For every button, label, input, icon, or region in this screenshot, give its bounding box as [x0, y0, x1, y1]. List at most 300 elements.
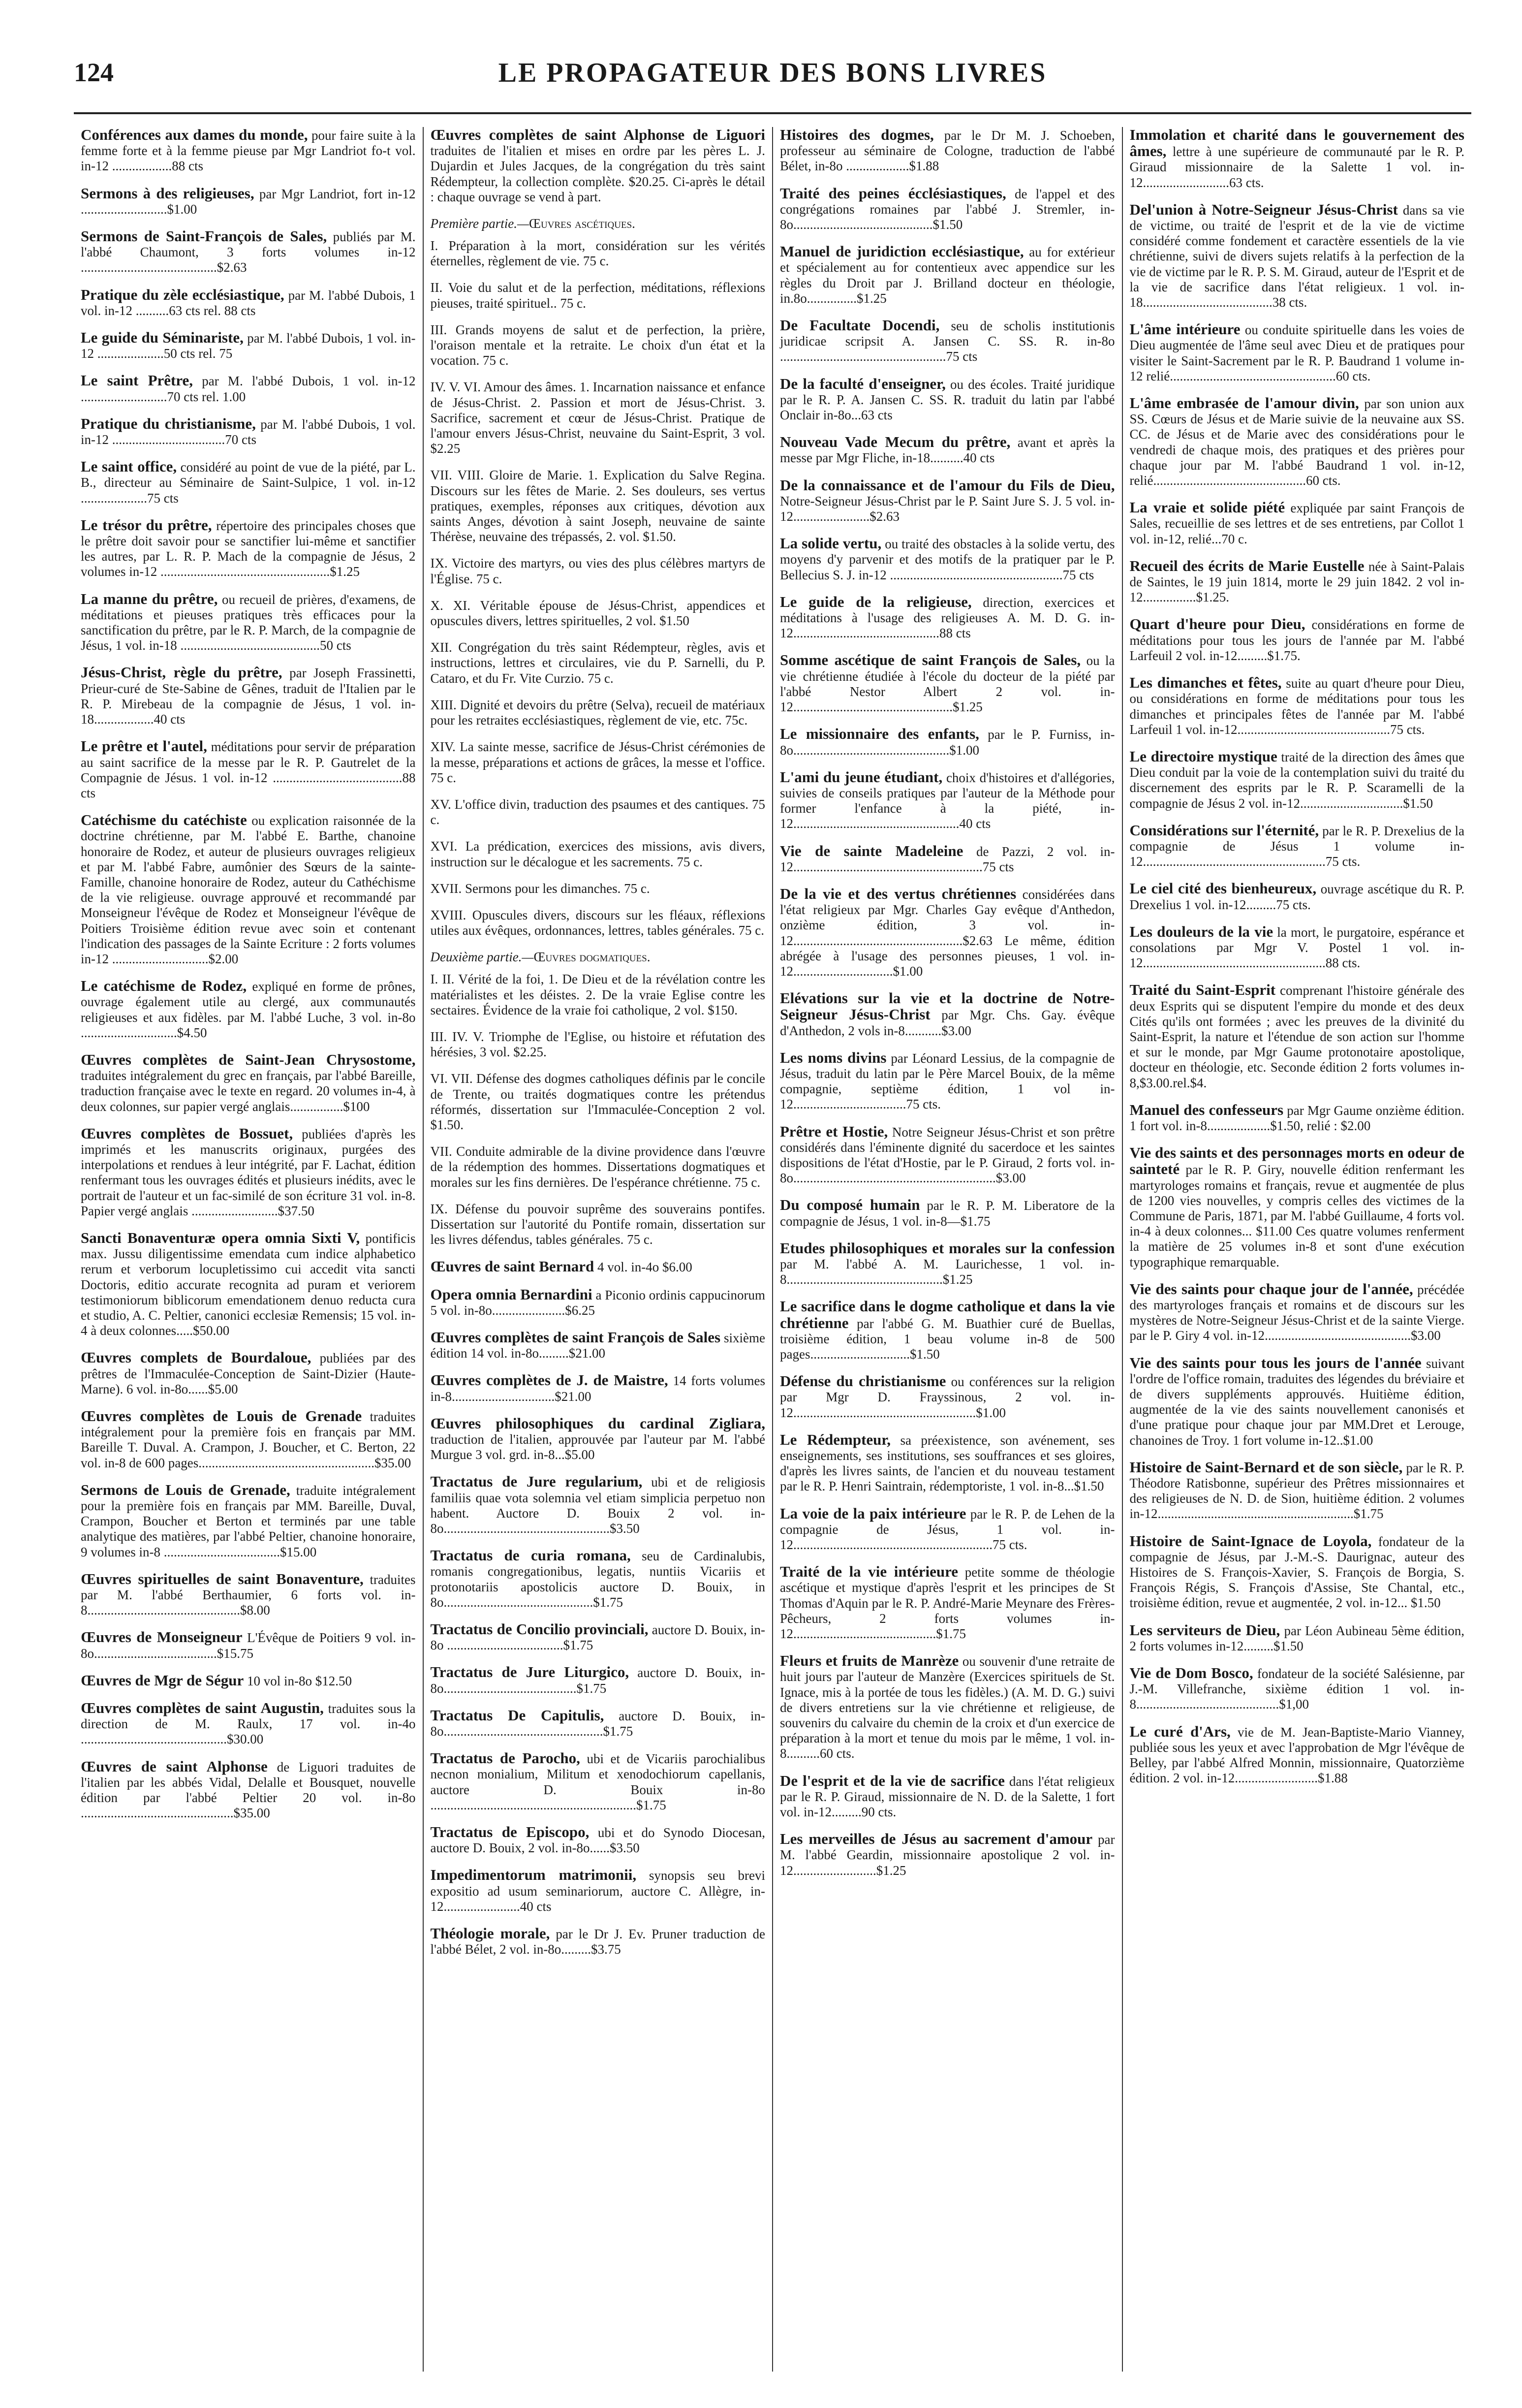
catalogue-entry [81, 978, 416, 1041]
catalogue-entry [1130, 1459, 1465, 1522]
section-heading [431, 216, 766, 231]
entry-title: Prêtre et Hostie, [780, 1122, 888, 1140]
entry-description: expliqué en forme de prônes, ouvrage également utile au clergé, aux communautés religieuses et aux fidèles. par M. l'abbé Luche, 3 vol. in-8o .............................$4.50 [81, 979, 416, 1040]
entry-title: Œuvres complètes de J. de Maistre, [430, 1371, 668, 1389]
entry-title: Tractatus de Jure regularium, [430, 1473, 643, 1490]
entry-title: Le Rédempteur, [780, 1430, 891, 1448]
entry-title: Œuvres de Mgr de Ségur [81, 1671, 244, 1689]
catalogue-entry [431, 1330, 766, 1361]
entry-description: traduites de l'italien et mises en ordre par les pères L. J. Dujardin et Jules Jacques, de la congrégation du très saint Rédempteur, la collection complète. $20.25. Ci-après le détail : chaque ouvrage se vend à part. [430, 143, 765, 204]
entry-title: La voie de la paix intérieure [780, 1504, 966, 1522]
catalogue-entry [431, 697, 766, 728]
entry-title: Du composé humain [780, 1196, 920, 1214]
catalogue-entry [431, 739, 766, 786]
entry-title: Le directoire mystique [1129, 747, 1277, 765]
entry-description: a Piconio ordinis cappucinorum 5 vol. in-8o......................$6.25 [430, 1287, 766, 1318]
entry-description: IX. Victoire des martyrs, ou vies des plus célèbres martyrs de l'Église. 75 c. [430, 556, 765, 586]
entry-description: 14 forts volumes in-8...............................$21.00 [430, 1373, 765, 1404]
running-title: LE PROPAGATEUR DES BONS LIVRES [498, 58, 1047, 88]
catalogue-entry [81, 591, 416, 654]
catalogue-entry [431, 1750, 766, 1813]
entry-description: dans sa vie de victime, ou traité de l'esprit et de la vie de victime considéré comme fondement et caractère essentiels de la vie chrétienne, suivi de divers sujets relatifs à la perfection de la vie de victime par le R. P. S. M. Giraud, auteur de l'Esprit et de la vie de sacrifice dans l'état religieux. 1 vol. in-18.......................................38 cts. [1129, 202, 1465, 310]
section-label: Deuxième partie.— [430, 950, 534, 965]
section-heading [431, 950, 766, 965]
column-2 [424, 127, 774, 2372]
entry-description: petite somme de théologie ascétique et mystique d'après l'esprit et les principes de St Thomas d'Aquin par le R. P. André-Marie Meynare des Frères-Pêcheurs, 2 forts volumes in-12...........................................$1.75 [780, 1565, 1115, 1642]
entry-title: La manne du prêtre, [81, 590, 218, 607]
catalogue-entry [1130, 558, 1465, 605]
catalogue-entry [780, 1299, 1115, 1362]
catalogue-entry [431, 1548, 766, 1610]
entry-description: sa préexistence, son avénement, ses enseignements, ses institutions, ses souffrances et ses gloires, d'après les livres saints, de l'ancien et du nouveau testament par le R. P. Henri Saintrain, rédemptoriste, 1 vol. in-8...$1.50 [780, 1432, 1115, 1494]
catalogue-entry [431, 1621, 766, 1653]
entry-description: avant et après la messe par Mgr Fliche, in-18..........40 cts [780, 435, 1115, 466]
entry-description: I. II. Vérité de la foi, 1. De Dieu et de la révélation contre les matérialistes et les déistes. 2. De la vraie Eglise contre les sectaires. Évidence de la vraie foi catholique, 2 vol. $150. [430, 972, 765, 1017]
entry-title: Œuvres complètes de Saint-Jean Chrysostome, [81, 1050, 416, 1068]
entry-title: Tractatus de Parocho, [430, 1749, 580, 1767]
catalogue-entry [81, 812, 416, 967]
entry-description: lettre à une supérieure de communauté par le R. P. Giraud missionnaire de la Salette 1 vol. in-12..........................63 cts. [1129, 144, 1465, 190]
catalogue-entry [1130, 1665, 1465, 1712]
catalogue-entry [1130, 823, 1465, 870]
catalogue-entry [1130, 881, 1465, 912]
entry-description: pour faire suite à la femme forte et à la femme pieuse par Mgr Landriot fo-t vol. in-12 ..................88 cts [81, 128, 416, 174]
entry-description: auctore D. Bouix, in-8o........................................$1.75 [430, 1665, 765, 1696]
catalogue-entry [431, 1372, 766, 1404]
entry-title: Immolation et charité dans le gouvernement des âmes, [1129, 127, 1464, 160]
entry-title: Les serviteurs de Dieu, [1129, 1621, 1280, 1639]
entry-title: Somme ascétique de saint François de Sales, [780, 651, 1081, 669]
entry-description: traduites par M. l'abbé Berthaumier, 6 forts vol. in-8..............................................$8.00 [81, 1572, 416, 1618]
entry-title: Traité des peines écclésiastiques, [780, 184, 1006, 202]
catalogue-entry [780, 1773, 1115, 1820]
entry-title: Histoire de Saint-Ignace de Loyola, [1129, 1532, 1372, 1550]
entry-title: Défense du christianisme [780, 1372, 946, 1390]
entry-title: Le saint Prêtre, [81, 372, 193, 389]
entry-title: Del'union à Notre-Seigneur Jésus-Christ [1129, 200, 1398, 218]
catalogue-entry [431, 322, 766, 369]
page-number: 124 [74, 58, 114, 87]
entry-description: traduites sous la direction de M. Raulx, 17 vol. in-4o ............................................$30.00 [81, 1701, 416, 1747]
entry-title: Le ciel cité des bienheureux, [1129, 880, 1317, 897]
entry-description: par le R. P. Théodore Ratisbonne, supérieur des Prêtres missionnaires et des religieuses de N. D. de Sion, huitième édition. 2 volumes in-12...........................................................$1.75 [1129, 1460, 1464, 1521]
entry-description: par le P. Furniss, in-8o...............................................$1.00 [780, 727, 1115, 758]
entry-description: VI. VII. Défense des dogmes catholiques définis par le concile de Trente, ou traités dogmatiques contre les prétendus réformés, dissertation sur l'Immaculée-Conception 2 vol. $1.50. [430, 1071, 765, 1132]
entry-title: Manuel de juridiction ecclésiastique, [780, 243, 1024, 260]
catalogue-entry [81, 416, 416, 447]
entry-description: Notre Seigneur Jésus-Christ et son prêtre considérés dans l'éminente dignité du sacerdoce et les saintes dispositions de l'état d'Hostie, par le P. Giraud, 2 forts vol. in-8o.............................................................$3.00 [780, 1124, 1115, 1186]
entry-description: pontificis max. Jussu diligentissime emendata cum indice alphabetico rerum et verborum locupletissimo cui accedit vita sancti Doctoris, editio accurate recognita ad puram et veriorem testimoniorum biblicorum emendationem denuo reducta cura et studio, A. C. Peltier, canonici ecclesiæ Remensis; 15 vol. in-4 à deux colonnes.....$50.00 [81, 1231, 416, 1338]
entry-description: de l'appel et des congrégations romaines par l'abbé J. Stremler, in-8o..........................................$1.50 [780, 186, 1115, 232]
entry-title: Œuvres complets de Bourdaloue, [81, 1349, 311, 1366]
catalogue-columns [74, 127, 1471, 2372]
catalogue-entry [431, 1708, 766, 1739]
entry-description: ou recueil de prières, d'examens, de méditations et pieuses pratiques très efficaces pour la sanctification du prêtre, par le R. P. March, de la compagnie de Jésus, 1 vol. in-18 ..........................................50 cts [81, 592, 416, 653]
catalogue-entry [780, 536, 1115, 583]
catalogue-entry [431, 1029, 766, 1060]
entry-title: Le missionnaire des enfants, [780, 725, 979, 743]
catalogue-entry [81, 665, 416, 727]
catalogue-entry [1130, 924, 1465, 971]
entry-title: L'ami du jeune étudiant, [780, 768, 943, 786]
catalogue-entry [1130, 1145, 1465, 1270]
catalogue-entry [431, 1202, 766, 1248]
entry-description: publiées d'après les imprimés et les manuscrits originaux, purgées des interpolations et rendues à leur intégrité, par F. Lachat, édition renfermant tous les ouvrages édités et plusieurs inédits, avec le portrait de l'auteur et un fac-similé de son écriture 31 vol. in-8. Papier vergé anglais ..........................$37.50 [81, 1126, 416, 1218]
entry-description: de Liguori traduites de l'italien par les abbés Vidal, Delalle et Bousquet, nouvelle édition par l'abbé Peltier 20 vol. in-8o ..............................................$35.00 [81, 1759, 416, 1821]
catalogue-entry [431, 1867, 766, 1914]
catalogue-entry [780, 769, 1115, 832]
catalogue-entry [81, 1408, 416, 1471]
entry-description: au for extérieur et spécialement au for contentieux avec appendice sur les règles du Droit par J. Brilland docteur en théologie, in.8o...............$1.25 [780, 245, 1115, 306]
catalogue-entry [780, 726, 1115, 758]
column-3 [773, 127, 1123, 2372]
entry-description: méditations pour servir de préparation au saint sacrifice de la messe par le R. P. Gautrelet de la Compagnie de Jésus. 1 vol. in-12 .......................................88 cts [81, 739, 416, 800]
entry-description: traduites intégralement pour la première fois en français par MM. Bareille T. Duval. A. Crampon, J. Boucher, et C. Berton, 22 vol. in-8 de 600 pages.....................................................$35.00 [81, 1409, 416, 1470]
catalogue-entry [81, 287, 416, 318]
catalogue-entry [780, 594, 1115, 641]
entry-description: ouvrage ascétique du R. P. Drexelius 1 vol. in-12.........75 cts. [1129, 882, 1465, 912]
entry-description: fondateur de la société Salésienne, par J.-M. Villefranche, sixième édition 1 vol. in-8...........................................$1,00 [1129, 1666, 1465, 1712]
entry-description: par le R. P. M. Liberatore de la compagnie de Jésus, 1 vol. in-8—$1.75 [780, 1198, 1115, 1229]
catalogue-entry [431, 280, 766, 311]
entry-title: Le guide du Séminariste, [81, 329, 244, 347]
entry-description: ou explication raisonnée de la doctrine chrétienne, par M. l'abbé E. Barthe, chanoine honoraire de Rodez, et auteur de plusieurs ouvrages religieux et par M. l'abbé Fabre, aumônier des Sœurs de la sainte-Famille, chanoine honoraire de Rodez, auteur du Cathéchisme de la vie religieuse. ouvrage approuvé et recommandé par Monseigneur l'évêque de Rodez et Monseigneur l'évêque de Poitiers Troisième édition revue avec soin et contenant l'indication des passages de la Sainte Ecriture : 2 forts volumes in-12 .............................$2.00 [81, 813, 416, 966]
entry-description: considérations en forme de méditations pour tous les jours de l'année par M. l'abbé Larfeuil 2 vol. in-12.........$1.75. [1129, 617, 1465, 663]
entry-description: par M. l'abbé Dubois, 1 vol. in-12 ..................................70 cts [81, 416, 416, 447]
catalogue-entry [431, 1259, 766, 1275]
section-label: Première partie.— [430, 216, 529, 231]
entry-title: Tractatus De Capitulis, [430, 1706, 604, 1724]
entry-title: Sermons de Saint-François de Sales, [81, 227, 327, 245]
entry-description: ou des écoles. Traité juridique par le R. P. A. Jansen C. SS. R. traduit du latin par l'abbé Onclair in-8o...63 cts [780, 377, 1115, 423]
catalogue-entry [431, 238, 766, 269]
entry-description: par M. l'abbé Dubois, 1 vol. in-12 ..........................70 cts rel. 1.00 [81, 374, 416, 404]
entry-title: Œuvres de saint Bernard [430, 1258, 594, 1275]
entry-description: suite au quart d'heure pour Dieu, ou considérations en forme de méditations pour tous les dimanches et principales fêtes de l'année par M. l'abbé Larfeuil 1 vol. in-12..............................................75 cts. [1129, 676, 1464, 737]
entry-description: seu de Cardinalubis, romanis congregationibus, legatis, nuntiis Vicariis et protonotariis apostolicis auctore D. Bouix, in 8o.............................................$1.75 [430, 1549, 765, 1610]
catalogue-entry [780, 1050, 1115, 1112]
catalogue-entry [81, 1230, 416, 1338]
entry-title: Vie des saints pour tous les jours de l'année [1129, 1354, 1422, 1371]
entry-title: Le trésor du prêtre, [81, 516, 212, 534]
entry-description: VII. VIII. Gloire de Marie. 1. Explication du Salve Regina. Discours sur les fêtes de Marie. 2. Ses douleurs, ses vertus pratiques, exemples, réponses aux critiques, dévotion aux saints Anges, dévotion à saint Joseph, neuvaine de sainte Thérèse, neuvaine des trépassés, 2. vol. $1.50. [430, 468, 765, 544]
catalogue-entry [1130, 675, 1465, 737]
entry-title: Œuvres complètes de saint Alphonse de Liguori [430, 127, 765, 143]
entry-title: Théologie morale, [430, 1925, 550, 1942]
entry-title: Tractatus de curia romana, [430, 1547, 631, 1564]
catalogue-entry [81, 517, 416, 580]
catalogue-entry [1130, 1622, 1465, 1654]
entry-title: Conférences aux dames du monde, [81, 127, 308, 143]
entry-description: X. XI. Véritable épouse de Jésus-Christ, appendices et opuscules divers, lettres spirituelles, 2 vol. $1.50 [430, 598, 765, 629]
entry-title: Sermons de Louis de Grenade, [81, 1481, 290, 1498]
catalogue-entry [431, 908, 766, 938]
entry-description: XII. Congrégation du très saint Rédempteur, règles, avis et instructions, lettres et circulaires, vie du P. Sarnelli, du P. Cataro, et du Fr. Vite Curzio. 75 c. [430, 640, 765, 686]
catalogue-entry [431, 1824, 766, 1856]
entry-title: Considérations sur l'éternité, [1129, 821, 1319, 839]
entry-description: III. Grands moyens de salut et de perfection, la prière, l'oraison mentale et la retraite. Le choix d'un état et la vocation. 75 c. [430, 322, 765, 368]
entry-description: publiées par des prêtres de l'Immaculée-Conception de Saint-Dizier (Haute-Marne). 6 vol. in-8o......$5.00 [81, 1351, 416, 1396]
entry-title: L'âme embrasée de l'amour divin, [1129, 394, 1359, 412]
entry-title: La vraie et solide piété [1129, 499, 1285, 516]
entry-title: Le sacrifice dans le dogme catholique et dans la vie chrétienne [780, 1298, 1115, 1331]
entry-description: synopsis seu brevi expositio ad usum seminariorum, auctore C. Allègre, in-12.......................40 cts [430, 1868, 765, 1914]
page-header [74, 42, 1471, 87]
entry-title: Recueil des écrits de Marie Eustelle [1129, 557, 1365, 574]
catalogue-entry [780, 886, 1115, 979]
catalogue-entry [1130, 1533, 1465, 1611]
catalogue-entry [1130, 1355, 1465, 1448]
entry-title: De l'esprit et de la vie de sacrifice [780, 1772, 1005, 1789]
entry-description: sixième édition 14 vol. in-8o.........$21.00 [430, 1330, 765, 1361]
entry-title: Tractatus de Concilio provinciali, [430, 1620, 649, 1638]
entry-description: direction, exercices et méditations à l'usage des religieuses A. M. D. G. in-12............................................88 cts [780, 595, 1115, 641]
catalogue-entry [780, 434, 1115, 466]
catalogue-entry [431, 640, 766, 686]
entry-title: Tractatus de Jure Liturgico, [430, 1663, 629, 1681]
catalogue-entry [431, 1474, 766, 1536]
entry-description: par l'abbé G. M. Buathier curé de Buellas, troisième édition, 1 beau volume in-8 de 500 pages..............................$1.50 [780, 1316, 1115, 1362]
entry-title: Quart d'heure pour Dieu, [1129, 615, 1305, 633]
entry-description: XIII. Dignité et devoirs du prêtre (Selva), recueil de matériaux pour les retraites ecclésiastiques, règlement de vie, etc. 75c. [430, 697, 765, 728]
catalogue-entry [431, 468, 766, 544]
entry-description: 4 vol. in-4o $6.00 [597, 1260, 692, 1275]
entry-description: ubi et de Vicariis parochialibus necnon monialium, Militum et xenodochiorum capellanis, auctore D. Bouix in-8o ..............................................................$1.75 [430, 1751, 766, 1812]
entry-description: publiés par M. l'abbé Chaumont, 3 forts volumes in-12 .........................................$2.63 [81, 229, 416, 275]
entry-description: dans l'état religieux par le R. P. Giraud, missionnaire de N. D. de la Salette, 1 fort vol. in-12.........90 cts. [780, 1774, 1115, 1820]
entry-description: L'Évêque de Poitiers 9 vol. in-8o.....................................$15.75 [81, 1630, 416, 1661]
entry-description: ubi et do Synodo Diocesan, auctore D. Bouix, 2 vol. in-8o......$3.50 [430, 1825, 765, 1856]
entry-description: I. Préparation à la mort, considération sur les vérités éternelles, règlement de vie. 75 c. [430, 238, 765, 269]
entry-description: seu de scholis institutionis juridicae scripsit A. Jansen C. SS. R. in-8o ..................................................75 cts [780, 318, 1115, 364]
catalogue-entry [81, 1759, 416, 1821]
entry-description: auctore D. Bouix, in-8o................................................$1.75 [430, 1708, 766, 1739]
catalogue-entry [780, 652, 1115, 715]
entry-description: par Mgr Gaume onzième édition. 1 fort vol. in-8...................$1.50, relié : $2.00 [1129, 1103, 1465, 1133]
entry-title: Jésus-Christ, règle du prêtre, [81, 664, 282, 681]
entry-title: Œuvres complètes de Louis de Grenade [81, 1407, 362, 1425]
catalogue-entry [431, 839, 766, 869]
entry-title: Traité du Saint-Esprit [1129, 981, 1276, 999]
entry-title: Manuel des confesseurs [1129, 1101, 1284, 1118]
entry-title: Sancti Bonaventuræ opera omnia Sixti V, [81, 1229, 360, 1246]
entry-title: Etudes philosophiques et morales sur la confession [780, 1239, 1115, 1257]
entry-title: Les douleurs de la vie [1129, 922, 1274, 940]
entry-title: Vie des saints pour chaque jour de l'année, [1129, 1280, 1413, 1298]
entry-description: expliquée par saint François de Sales, recueillie de ses lettres et de ses entretiens, par Collot 1 vol. in-12, relié...70 c. [1129, 501, 1464, 546]
entry-description: ou conférences sur la religion par Mgr D. Frayssinous, 2 vol. in-12.......................................................$1.00 [780, 1374, 1115, 1420]
column-1 [74, 127, 424, 2372]
catalogue-entry [780, 1197, 1115, 1229]
catalogue-entry [780, 317, 1115, 365]
catalogue-entry [431, 1416, 766, 1463]
catalogue-entry [431, 127, 766, 205]
entry-description: par son union aux SS. Cœurs de Jésus et de Marie suivie de la neuvaine aux SS. CC. de Jésus et de Marie avec des considérations pour le vendredi de chaque mois, des pratiques et des prières pour chaque jour par M. l'abbé Baudrand 1 vol. in-12, relié..............................................60 cts. [1129, 396, 1465, 488]
catalogue-entry [780, 477, 1115, 525]
entry-description: III. IV. V. Triomphe de l'Eglise, ou histoire et réfutation des hérésies, 3 vol. $2.25. [430, 1029, 765, 1060]
entry-description: suivant l'ordre de l'office romain, traduites des légendes du bréviaire et de divers suppléments approuvés. Huitième édition, augmentée de la vie des saints nouvellement canonisés et d'une pratique pour chaque jour par MM.Dret et Lerouge, chanoines de Troy. 1 fort volume in-12..$1.00 [1129, 1356, 1464, 1448]
catalogue-entry [780, 1653, 1115, 1761]
catalogue-entry [780, 244, 1115, 306]
entry-title: Œuvres spirituelles de saint Bonaventure, [81, 1570, 364, 1587]
catalogue-entry [431, 797, 766, 827]
entry-title: Le curé d'Ars, [1129, 1722, 1231, 1740]
entry-title: Le catéchisme de Rodez, [81, 977, 247, 995]
entry-description: auctore D. Bouix, in-8o ...................................$1.75 [430, 1622, 765, 1653]
entry-title: Les noms divins [780, 1048, 887, 1066]
entry-description: XVI. La prédication, exercices des missions, avis divers, instruction sur le décalogue et les sacrements. 75 c. [430, 839, 765, 869]
entry-title: Œuvres de saint Alphonse [81, 1757, 268, 1775]
entry-title: Œuvres complètes de saint François de Sales [430, 1328, 721, 1346]
catalogue-entry [81, 1482, 416, 1560]
catalogue-entry [780, 990, 1115, 1039]
entry-title: Histoire de Saint-Bernard et de son siècle, [1129, 1458, 1403, 1476]
entry-title: L'âme intérieure [1129, 320, 1241, 338]
entry-description: XIV. La sainte messe, sacrifice de Jésus-Christ cérémonies de la messe, préparations et actions de grâces, la messe et l'office. 75 c. [430, 739, 765, 785]
entry-title: De la vie et des vertus chrétiennes [780, 885, 1017, 902]
catalogue-entry [81, 1571, 416, 1618]
catalogue-entry [1130, 500, 1465, 547]
catalogue-entry [1130, 1281, 1465, 1344]
entry-description: fondateur de la compagnie de Jésus, par J.-M.-S. Daurignac, auteur des Histoires de S. François-Xavier, S. François de Borgia, S. François Régis, S. François d'Assise, Ste Chantal, etc., troisième édition, revue et augmentée, 2 vol. in-12... $1.50 [1129, 1534, 1465, 1611]
catalogue-entry [1130, 127, 1465, 190]
entry-title: Traité de la vie intérieure [780, 1563, 959, 1581]
catalogue-entry [81, 330, 416, 361]
catalogue-entry [431, 1144, 766, 1190]
entry-description: par M. l'abbé A. M. Laurichesse, 1 vol. in-8...............................................$1.25 [780, 1256, 1115, 1287]
entry-title: Vie de Dom Bosco, [1129, 1664, 1253, 1682]
catalogue-entry [1130, 1724, 1465, 1786]
catalogue-entry [431, 881, 766, 896]
catalogue-entry [81, 459, 416, 506]
catalogue-entry [1130, 982, 1465, 1090]
catalogue-entry [431, 380, 766, 456]
catalogue-entry [431, 972, 766, 1018]
catalogue-entry [780, 1124, 1115, 1186]
catalogue-entry [780, 1373, 1115, 1421]
entry-description: par le R. P. Giry, nouvelle édition renfermant les martyrologes romains et français, revue et augmentée de plus de 1200 vies nouvelles, y compris celles des victimes de la Commune de Paris, 1871, par M. l'abbé Guillaume, 4 forts vol. in-4 à deux colonnes... $11.00 Ces quatre volumes renferment la matière de 25 volumes in-8 et sont d'une exécution typographique remarquable. [1129, 1162, 1465, 1269]
catalogue-entry [81, 127, 416, 174]
entry-title: De la faculté d'enseigner, [780, 375, 946, 392]
catalogue-entry [81, 1052, 416, 1114]
entry-description: ubi et de religiosis familiis quae vota solemnia vel etiam simplicia perpetuo non habent. Auctore D. Bouix 2 vol. in-8o..................................................$3.50 [430, 1475, 766, 1536]
catalogue-entry [780, 1432, 1115, 1494]
entry-title: Œuvres de Monseigneur [81, 1628, 243, 1646]
catalogue-entry [431, 1287, 766, 1318]
entry-description: par Mgr Landriot, fort in-12 ..........................$1.00 [81, 186, 416, 217]
catalogue-entry [431, 1926, 766, 1957]
catalogue-entry [1130, 321, 1465, 384]
entry-description: comprenant l'histoire générale des deux Esprits qui se disputent l'empire du monde et des deux Cités qu'ils ont formées ; avec les preuves de la divinité du Saint-Esprit, la nature et l'étendue de son action sur l'homme et sur le monde, par Mgr Gaume protonotaire apostolique, docteur en théologie, etc. Seconde édition 2 forts volumes in-8,$3.00.rel.$4. [1129, 983, 1465, 1090]
entry-description: par le R. P. Drexelius de la compagnie de Jésus 1 volume in-12.......................................................75 cts. [1129, 823, 1464, 869]
catalogue-entry [81, 186, 416, 217]
catalogue-entry [1130, 395, 1465, 488]
entry-title: Catéchisme du catéchiste [81, 811, 247, 829]
catalogue-entry [81, 1629, 416, 1661]
catalogue-entry [1130, 202, 1465, 310]
entry-description: par Léon Aubineau 5ème édition, 2 forts volumes in-12.........$1.50 [1129, 1623, 1465, 1653]
entry-title: Pratique du christianisme, [81, 414, 256, 432]
entry-title: Le saint office, [81, 458, 177, 475]
catalogue-entry [81, 1350, 416, 1397]
catalogue-entry [780, 127, 1115, 174]
catalogue-entry [780, 1564, 1115, 1642]
catalogue-entry [1130, 749, 1465, 811]
entry-title: Sermons à des religieuses, [81, 184, 254, 202]
entry-description: XVIII. Opuscules divers, discours sur les fléaux, réflexions utiles aux évêques, ordonnances, lettres, tables générales. 75 c. [430, 907, 765, 938]
catalogue-entry [780, 1240, 1115, 1288]
catalogue-entry [780, 843, 1115, 875]
entry-description: par le R. P. de Lehen de la compagnie de Jésus, 1 vol. in-12............................................................75 cts. [780, 1506, 1115, 1553]
entry-title: Tractatus de Episcopo, [430, 1823, 590, 1841]
section-title: Œuvres ascétiques. [528, 216, 635, 231]
entry-title: Fleurs et fruits de Manrèze [780, 1652, 959, 1670]
catalogue-entry [1130, 1102, 1465, 1134]
catalogue-entry [1130, 616, 1465, 664]
entry-description: ou traité des obstacles à la solide vertu, des moyens d'y parvenir et des motifs de la pratiquer par le P. Bellecius S. J. in-12 ....................................................75 cts [780, 537, 1115, 582]
entry-description: Notre-Seigneur Jésus-Christ par le P. Saint Jure S. J. 5 vol. in-12.......................$2.63 [780, 493, 1115, 524]
catalogue-entry [431, 556, 766, 586]
catalogue-entry [81, 1673, 416, 1689]
catalogue-entry [431, 598, 766, 629]
entry-description: née à Saint-Palais de Saintes, le 19 juin 1814, morte le 29 juin 1842. 2 vol in-12................$1.25. [1129, 559, 1464, 605]
entry-description: de Pazzi, 2 vol. in-12.........................................................75 cts [780, 844, 1115, 874]
entry-title: Impedimentorum matrimonii, [430, 1866, 637, 1884]
entry-description: par M. l'abbé Geardin, missionnaire apostolique 2 vol. in-12.........................$1.25 [780, 1832, 1115, 1878]
catalogue-entry [431, 1664, 766, 1696]
catalogue-entry [81, 738, 416, 801]
entry-description: traité de la direction des âmes que Dieu conduit par la voie de la contemplation suivi du traité du discernement des esprits par le R. P. Scaramelli de la compagnie de Jésus 2 vol. in-12...............................$1.50 [1129, 749, 1465, 811]
catalogue-entry [780, 186, 1115, 233]
catalogue-entry [780, 376, 1115, 423]
entry-description: IX. Défense du pouvoir suprême des souverains pontifes. Dissertation sur l'autorité du Pontife romain, dissertation sur les livres défendus, tables générales. 75 c. [430, 1201, 765, 1247]
entry-title: De Facultate Docendi, [780, 317, 940, 334]
section-title: Œuvres dogmatiques. [533, 950, 651, 965]
entry-title: Vie de sainte Madeleine [780, 842, 963, 859]
catalogue-entry [81, 1700, 416, 1747]
catalogue-entry [780, 1506, 1115, 1553]
entry-title: Œuvres philosophiques du cardinal Zigliara, [430, 1414, 765, 1432]
entry-title: Les merveilles de Jésus au sacrement d'amour [780, 1830, 1093, 1848]
header-rule [74, 112, 1471, 114]
catalogue-entry [431, 1071, 766, 1133]
entry-description: XVII. Sermons pour les dimanches. 75 c. [430, 881, 650, 896]
catalogue-entry [780, 1831, 1115, 1878]
entry-title: La solide vertu, [780, 535, 882, 552]
entry-description: considéré au point de vue de la piété, par L. B., directeur au Séminaire de Saint-Sulpice, 1 vol. in-12 ....................75 cts [81, 460, 416, 506]
entry-title: Pratique du zèle ecclésiastique, [81, 285, 284, 303]
entry-title: Opera omnia Bernardini [430, 1285, 592, 1303]
column-4 [1123, 127, 1472, 2372]
entry-title: Œuvres complètes de saint Augustin, [81, 1699, 324, 1717]
entry-description: VII. Conduite admirable de la divine providence dans l'œuvre de la rédemption des hommes. Dissertations dogmatiques et morales sur les fins dernières. De l'espérance chrétienne. 75 c. [430, 1144, 765, 1190]
entry-description: II. Voie du salut et de la perfection, méditations, réflexions pieuses, traité spirituel.. 75 c. [430, 280, 765, 311]
entry-description: par Joseph Frassinetti, Prieur-curé de Ste-Sabine de Gênes, traduit de l'Italien par le R. P. Mirebeau de la compagnie de Jésus, 1 vol. in-18..................40 cts [81, 665, 416, 727]
entry-description: traduction de l'italien, approuvée par l'auteur par M. l'abbé Murgue 3 vol. grd. in-8...$5.00 [430, 1432, 765, 1462]
entry-description: par M. l'abbé Dubois, 1 vol. in-12 ..........63 cts rel. 88 cts [81, 287, 416, 318]
catalogue-entry [81, 228, 416, 276]
entry-description: XV. L'office divin, traduction des psaumes et des cantiques. 75 c. [430, 796, 765, 827]
catalogue-entry [81, 373, 416, 404]
entry-description: par Léonard Lessius, de la compagnie de Jésus, traduit du latin par le Père Marcel Bouix, de la même compagnie, septième édition, 1 vol in-12..................................75 cts. [780, 1050, 1115, 1112]
entry-description: la mort, le purgatoire, espérance et consolations par Mgr V. Postel 1 vol. in-12.......................................................88 cts. [1129, 924, 1465, 971]
entry-description: IV. V. VI. Amour des âmes. 1. Incarnation naissance et enfance de Jésus-Christ. 2. Passion et mort de Jésus-Christ. 3. Sacrifice, sacrement et cœur de Jésus-Christ. Pratique de l'amour envers Jésus-Christ, neuvaine du Saint-Esprit, 3 vol. $2.25 [430, 380, 765, 456]
entry-description: par Mgr. Chs. Gay. évêque d'Anthedon, 2 vols in-8...........$3.00 [780, 1008, 1115, 1038]
entry-description: par M. l'abbé Dubois, 1 vol. in-12 ....................50 cts rel. 75 [81, 331, 416, 361]
entry-description: ou souvenir d'une retraite de huit jours par l'auteur de Manzère (Exercices spirituels de St. Ignace, mis à la portée de tous les fidèles.) (A. M. D. G.) suivi de divers entretiens sur la vie chrétienne et religieuse, de souvenirs du calvaire du chemin de la croix et d'un exercice de préparation à la mort et tenue du mois par le même, 1 vol. in-8..........60 cts. [780, 1654, 1115, 1761]
entry-title: Le guide de la religieuse, [780, 593, 972, 610]
entry-title: De la connaissance et de l'amour du Fils de Dieu, [780, 476, 1115, 494]
